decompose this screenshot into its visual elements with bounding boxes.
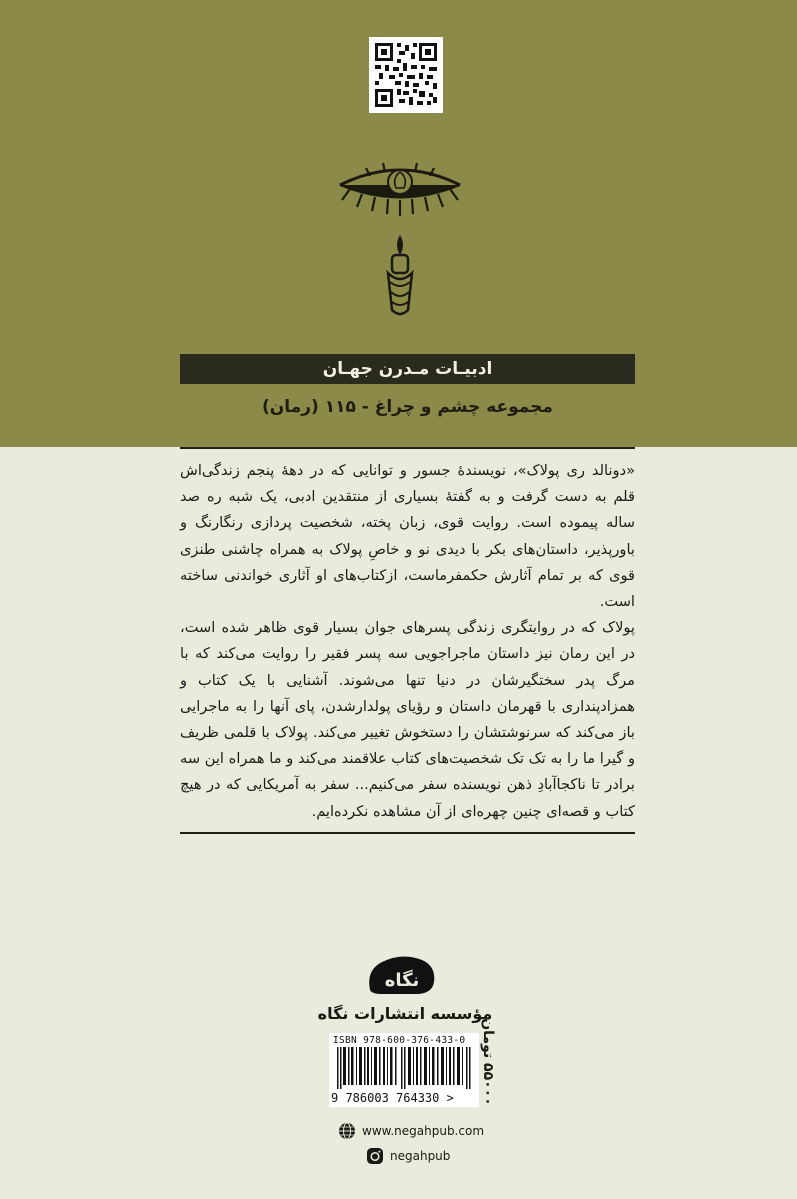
barcode-bars [335,1047,473,1089]
globe-icon [338,1122,356,1140]
collection-label: مجموعه چشم و چراغ - ۱۱۵ (رمان) [262,397,553,417]
price-label: ۵۵۰۰۰ تومان [480,1018,496,1106]
instagram-row[interactable] [366,1147,450,1165]
series-title-bar [180,354,635,384]
description-paragraph: پولاک که در روایتگری زندگی پسرهای جوان بسیار قوی ظاهر شده است، در این رمان نیز داستان ماجراجویی سه پسر فقیر را روایت می‌کند که با مرگ پدر سختگیرشان در دنیا تنها می‌شوند. آشنایی با یک کتاب و همزادپنداری با قهرمان داستان و رؤیای پولدارشدن، پای آنها را به ماجرایی باز می‌کند که سرنوشتشان را دستخوش تغییر می‌کند. پولاک با قلمی ظریف و گیرا ما را به تک تک شخصیت‌های کتاب علاقمند می‌کند و ما همراه این سه برادر تا ناکجاآبادِ ذهن نویسنده سفر می‌کنیم... سفر به آمریکایی که در هیچ کتاب و قصه‌ای چنین چهره‌ای از آن مشاهده نکرده‌ایم. [180,619,635,820]
instagram-icon [366,1147,384,1165]
book-description [180,458,635,825]
instagram-handle[interactable]: negahpub [390,1149,451,1163]
bottom-divider [180,832,635,834]
publisher-logo-text: نگاه [384,970,420,991]
isbn-barcode [329,1033,479,1107]
description-paragraph: «دونالد ری پولاک»، نویسندهٔ جسور و توانایی که در دههٔ پنجم زندگی‌اش قلم به دست گرفت و به گفتهٔ بسیاری از منتقدین ادبی، یک شبه ره صد ساله پیموده است. روایت قوی، زبان پخته، شخصیت پردازی رنگارنگ و باورپذیر، داستان‌های بکر با دیدی نو و خاصِ پولاک به همراه چاشنی طنزی قوی که بر تمام آثارش حکمفرماست، ازکتاب‌های او آثاری خواندنی ساخته است. [180,462,635,611]
cover-top-band [0,0,797,447]
website-link[interactable]: www.negahpub.com [362,1124,485,1138]
publisher-name: مؤسسه انتشارات نگاه [317,1004,493,1023]
barcode-digits: 9 786003 764330 > [331,1091,454,1105]
isbn-label: ISBN 978-600-376-433-0 [333,1035,466,1046]
website-row[interactable] [338,1122,484,1140]
series-title: ادبیـات مـدرن جهـان [322,359,493,379]
qr-code-icon[interactable] [369,37,443,113]
eye-lamp-emblem-icon [330,160,470,325]
top-divider [180,447,635,449]
publisher-logo [362,950,442,1000]
